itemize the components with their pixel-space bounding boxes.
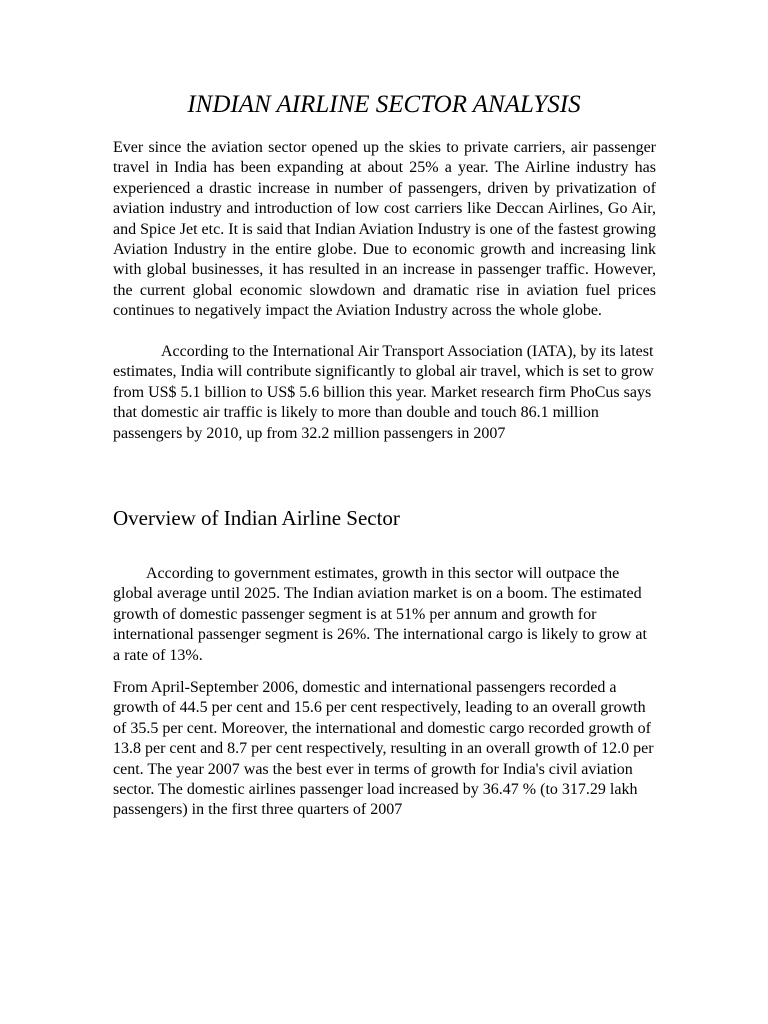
document-title: INDIAN AIRLINE SECTOR ANALYSIS — [187, 91, 581, 118]
iata-paragraph: According to the International Air Transport Association (IATA), by its latest estimates, India will contribute significantly to global air travel, which is set to grow from US$ 5.1 billion to US$ 5.6 billion this year. Market research firm PhoCus says that domestic air traffic is likely to more than double and touch 86.1 million passengers by 2010, up from 32.2 million passengers in 2007 — [113, 343, 654, 442]
estimates-paragraph: According to government estimates, growth in this sector will outpace the global average until 2025. The Indian aviation market is on a boom. The estimated growth of domestic passenger segment is at 51% per annum and growth for international passenger segment is 26%. The international cargo is likely to grow at a rate of 13%. — [113, 565, 647, 664]
growth-paragraph: From April-September 2006, domestic and international passengers recorded a growth of 44.5 per cent and 15.6 per cent respectively, leading to an overall growth of 35.5 per cent. Moreover, the international and domestic cargo recorded growth of 13.8 per cent and 8.7 per cent respectively, resulting in an overall growth of 12.0 per cent. The year 2007 was the best ever in terms of growth for India's civil aviation sector. The domestic airlines passenger load increased by 36.47 % (to 317.29 lakh passengers) in the first three quarters of 2007 — [113, 679, 654, 819]
section-heading: Overview of Indian Airline Sector — [113, 506, 400, 530]
intro-paragraph: Ever since the aviation sector opened up the skies to private carriers, air passenger travel in India has been expanding at about 25% a year. The Airline industry has experienced a drastic increase in number of passengers, driven by privatization of aviation industry and introduction of low cost carriers like Deccan Airlines, Go Air, and Spice Jet etc. It is said that Indian Aviation Industry is one of the fastest growing Aviation Industry in the entire globe. Due to economic growth and increasing link with global businesses, it has resulted in an increase in passenger traffic. However, the current global economic slowdown and dramatic rise in aviation fuel prices continues to negatively impact the Aviation Industry across the whole globe. — [113, 139, 656, 320]
